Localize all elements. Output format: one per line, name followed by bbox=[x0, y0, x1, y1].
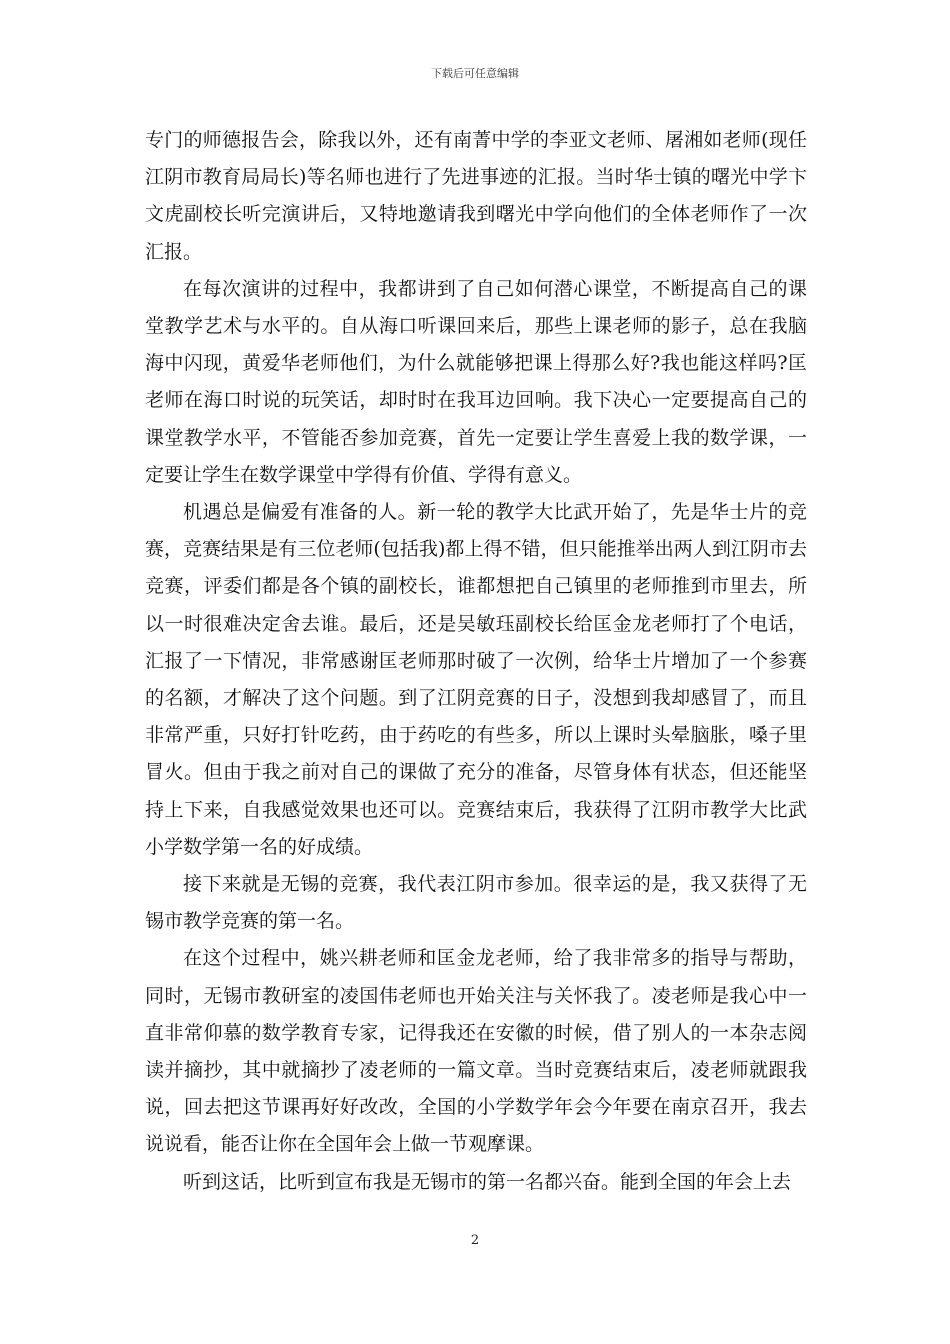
paragraph: 接下来就是无锡的竞赛，我代表江阴市参加。很幸运的是，我又获得了无锡市教学竞赛的第一名。 bbox=[145, 873, 807, 933]
document-body bbox=[145, 122, 807, 1201]
paragraph-continued: 专门的师德报告会，除我以外，还有南菁中学的李亚文老师、屠湘如老师(现任江阴市教育局局长)等名师也进行了先进事迹的汇报。当时华士镇的曙光中学卞文虎副校长听完演讲后，又特地邀请我到曙光中学向他们的全体老师作了一次汇报。 bbox=[145, 129, 807, 263]
page-header-note: 下载后可任意编辑 bbox=[431, 67, 519, 80]
paragraph: 在这个过程中，姚兴耕老师和匡金龙老师，给了我非常多的指导与帮助，同时，无锡市教研室的凌国伟老师也开始关注与关怀我了。凌老师是我心中一直非常仰慕的数学教育专家，记得我还在安徽的时候，借了别人的一本杂志阅读并摘抄，其中就摘抄了凌老师的一篇文章。当时竞赛结束后，凌老师就跟我说，回去把这节课再好好改改，全国的小学数学年会今年要在南京召开，我去说说看，能否让你在全国年会上做一节观摩课。 bbox=[145, 947, 807, 1156]
paragraph: 机遇总是偏爱有准备的人。新一轮的教学大比武开始了，先是华士片的竞赛，竞赛结果是有三位老师(包括我)都上得不错，但只能推举出两人到江阴市去竞赛，评委们都是各个镇的副校长，谁都想把自己镇里的老师推到市里去，所以一时很难决定舍去谁。最后，还是吴敏珏副校长给匡金龙老师打了个电话，汇报了一下情况，非常感谢匡老师那时破了一次例，给华士片增加了一个参赛的名额，才解决了这个问题。到了江阴竞赛的日子，没想到我却感冒了，而且非常严重，只好打针吃药，由于药吃的有些多，所以上课时头晕脑胀，嗓子里冒火。但由于我之前对自己的课做了充分的准备，尽管身体有状态，但还能坚持上下来，自我感觉效果也还可以。竞赛结束后，我获得了江阴市教学大比武小学数学第一名的好成绩。 bbox=[145, 501, 807, 858]
page-number: 2 bbox=[470, 1233, 480, 1248]
paragraph: 在每次演讲的过程中，我都讲到了自己如何潜心课堂，不断提高自己的课堂教学艺术与水平的。自从海口听课回来后，那些上课老师的影子，总在我脑海中闪现，黄爱华老师他们，为什么就能够把课上得那么好?我也能这样吗?匡老师在海口时说的玩笑话，却时时在我耳边回响。我下决心一定要提高自己的课堂教学水平，不管能否参加竞赛，首先一定要让学生喜爱上我的数学课，一定要让学生在数学课堂中学得有价值、学得有意义。 bbox=[145, 277, 807, 486]
paragraph: 听到这话，比听到宣布我是无锡市的第一名都兴奋。能到全国的年会上去 bbox=[183, 1170, 792, 1193]
